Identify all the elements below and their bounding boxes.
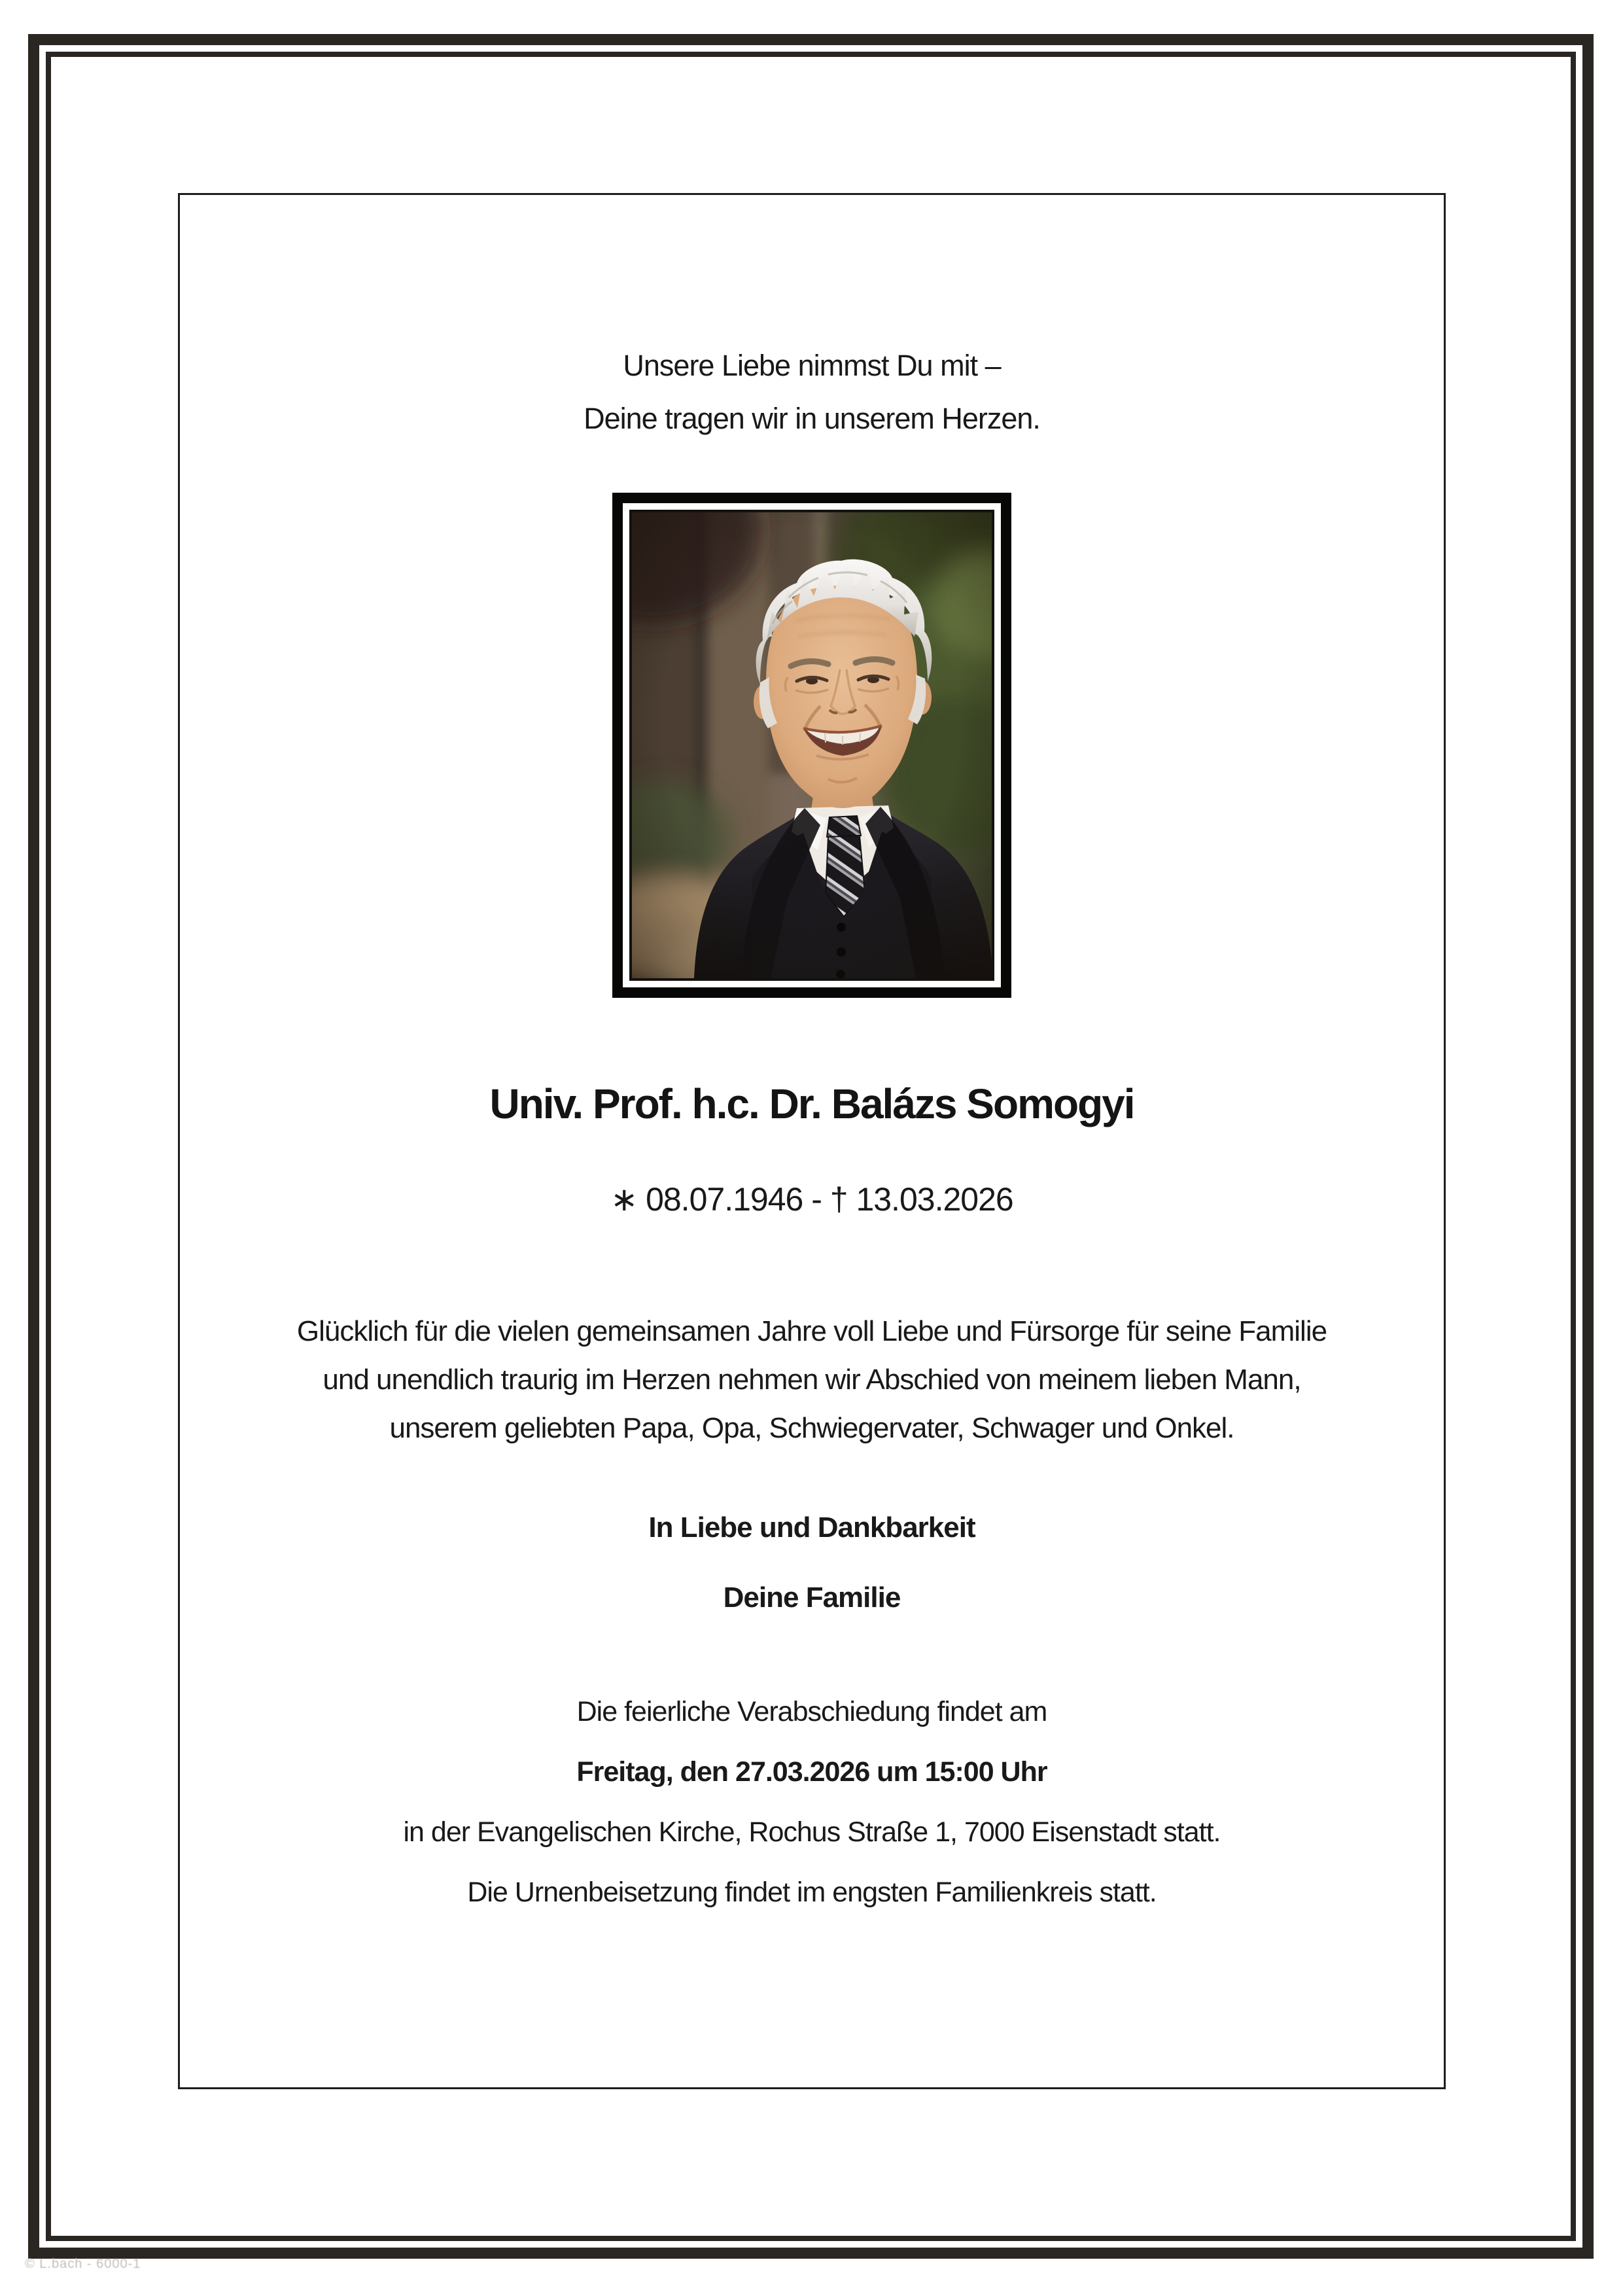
portrait-photo [632, 512, 992, 978]
deceased-name: Univ. Prof. h.c. Dr. Balázs Somogyi [489, 1080, 1134, 1127]
epitaph-line-2: Deine tragen wir in unserem Herzen. [584, 402, 1040, 435]
ceremony-datetime: Freitag, den 27.03.2026 um 15:00 Uhr [576, 1756, 1047, 1788]
closing-signature: Deine Familie [723, 1581, 901, 1614]
closing-gratitude: In Liebe und Dankbarkeit [648, 1511, 975, 1544]
obituary-line-1: Glücklich für die vielen gemeinsamen Jahre voll Liebe und Fürsorge für seine Familie [296, 1315, 1327, 1347]
memorial-card [178, 193, 1446, 2089]
portrait-photo-frame [612, 493, 1011, 998]
ceremony-location: in der Evangelischen Kirche, Rochus Straße 1, 7000 Eisenstadt statt. [403, 1816, 1221, 1848]
obituary-text [180, 1307, 1444, 1453]
life-dates: ∗ 08.07.1946 - † 13.03.2026 [610, 1181, 1013, 1218]
obituary-line-2: und unendlich traurig im Herzen nehmen wir Abschied von meinem lieben Mann, [323, 1364, 1301, 1396]
obituary-line-3: unserem geliebten Papa, Opa, Schwiegervater, Schwager und Onkel. [389, 1412, 1234, 1444]
footer-credit: © L.bach - 6000-1 [25, 2257, 141, 2271]
portrait-photo-matte [629, 510, 994, 981]
portrait-photo-border [612, 493, 1011, 998]
ceremony-info [180, 1682, 1444, 1922]
ceremony-burial-note: Die Urnenbeisetzung findet im engsten Familienkreis statt. [467, 1877, 1157, 1908]
epitaph-line-1: Unsere Liebe nimmst Du mit – [623, 349, 1001, 382]
ceremony-intro: Die feierliche Verabschiedung findet am [576, 1696, 1047, 1727]
epitaph [180, 339, 1444, 445]
